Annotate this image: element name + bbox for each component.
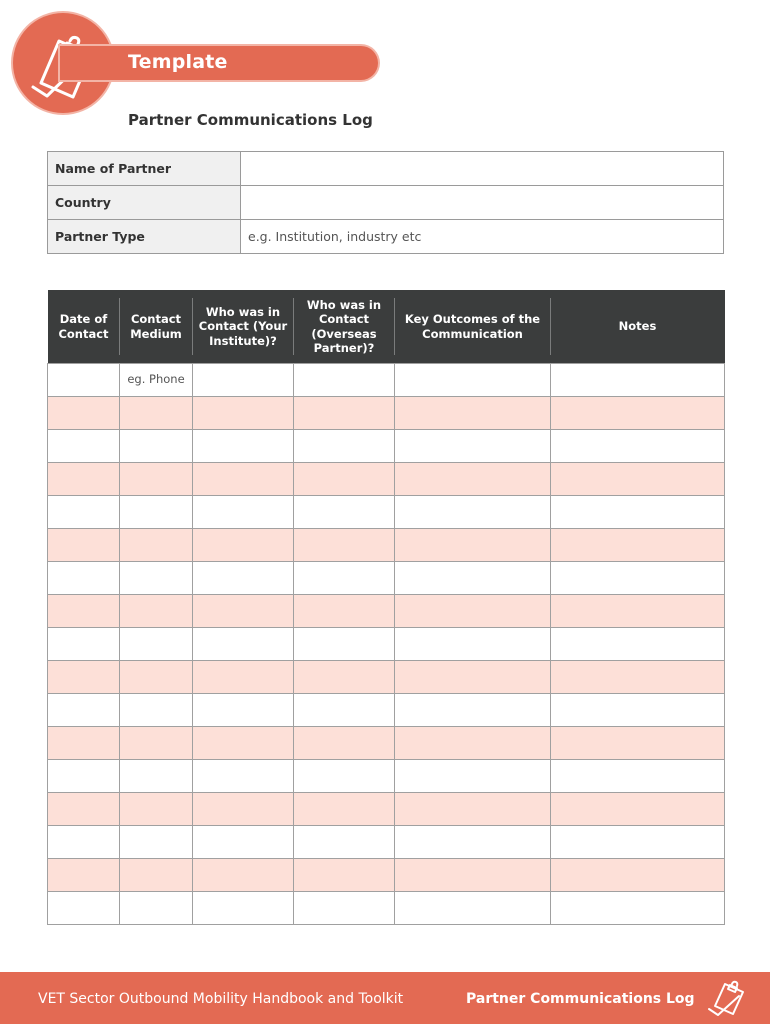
table-row bbox=[48, 529, 725, 562]
table-cell[interactable] bbox=[395, 793, 551, 826]
info-row bbox=[48, 152, 724, 186]
table-cell[interactable] bbox=[294, 364, 395, 397]
table-cell[interactable] bbox=[193, 694, 294, 727]
table-cell[interactable] bbox=[551, 463, 725, 496]
communications-log-table bbox=[47, 290, 725, 925]
table-cell[interactable] bbox=[294, 760, 395, 793]
table-cell[interactable] bbox=[294, 727, 395, 760]
table-row bbox=[48, 859, 725, 892]
table-cell[interactable] bbox=[48, 859, 120, 892]
column-header: Contact Medium bbox=[120, 290, 193, 364]
table-cell[interactable] bbox=[395, 463, 551, 496]
table-cell[interactable] bbox=[48, 694, 120, 727]
table-cell[interactable] bbox=[551, 892, 725, 925]
column-header: Date of Contact bbox=[48, 290, 120, 364]
table-cell[interactable] bbox=[193, 463, 294, 496]
table-cell[interactable] bbox=[120, 529, 193, 562]
table-cell[interactable] bbox=[395, 529, 551, 562]
banner-title: Template bbox=[128, 51, 228, 73]
table-cell[interactable] bbox=[120, 562, 193, 595]
table-row bbox=[48, 397, 725, 430]
table-cell[interactable] bbox=[294, 430, 395, 463]
table-cell[interactable] bbox=[120, 397, 193, 430]
table-cell[interactable] bbox=[48, 727, 120, 760]
table-row bbox=[48, 562, 725, 595]
table-cell[interactable] bbox=[193, 562, 294, 595]
table-row bbox=[48, 364, 725, 397]
table-cell[interactable] bbox=[395, 892, 551, 925]
table-cell[interactable] bbox=[48, 793, 120, 826]
table-cell[interactable] bbox=[48, 628, 120, 661]
table-cell[interactable] bbox=[551, 793, 725, 826]
table-cell[interactable] bbox=[193, 727, 294, 760]
table-cell[interactable] bbox=[120, 859, 193, 892]
table-row bbox=[48, 727, 725, 760]
table-cell[interactable] bbox=[120, 727, 193, 760]
table-cell[interactable] bbox=[395, 430, 551, 463]
table-cell[interactable] bbox=[294, 892, 395, 925]
table-cell[interactable] bbox=[294, 463, 395, 496]
table-cell[interactable] bbox=[551, 496, 725, 529]
table-cell[interactable] bbox=[294, 595, 395, 628]
table-row bbox=[48, 826, 725, 859]
table-cell[interactable] bbox=[120, 595, 193, 628]
table-cell[interactable] bbox=[294, 529, 395, 562]
table-cell[interactable] bbox=[193, 430, 294, 463]
table-cell[interactable] bbox=[120, 496, 193, 529]
table-row bbox=[48, 793, 725, 826]
page-title: Partner Communications Log bbox=[128, 111, 373, 129]
table-row bbox=[48, 496, 725, 529]
table-cell[interactable] bbox=[48, 661, 120, 694]
table-cell[interactable] bbox=[551, 859, 725, 892]
table-cell[interactable] bbox=[395, 397, 551, 430]
table-cell[interactable] bbox=[395, 628, 551, 661]
table-cell[interactable] bbox=[193, 397, 294, 430]
footer-handbook-title: VET Sector Outbound Mobility Handbook and Toolkit bbox=[38, 991, 404, 1007]
table-cell[interactable] bbox=[294, 793, 395, 826]
table-cell[interactable] bbox=[294, 562, 395, 595]
table-cell[interactable] bbox=[551, 430, 725, 463]
table-cell[interactable] bbox=[48, 364, 120, 397]
table-cell[interactable] bbox=[120, 793, 193, 826]
info-row bbox=[48, 186, 724, 220]
table-cell[interactable] bbox=[551, 661, 725, 694]
partner-name-field[interactable] bbox=[241, 152, 724, 186]
table-cell[interactable] bbox=[48, 826, 120, 859]
table-cell[interactable] bbox=[120, 661, 193, 694]
partner-type-field[interactable]: e.g. Institution, industry etc bbox=[241, 220, 724, 254]
table-cell[interactable] bbox=[551, 364, 725, 397]
footer-section-title: Partner Communications Log bbox=[466, 991, 695, 1007]
table-cell[interactable] bbox=[395, 661, 551, 694]
table-cell[interactable] bbox=[120, 760, 193, 793]
table-cell[interactable] bbox=[120, 430, 193, 463]
table-cell[interactable] bbox=[193, 364, 294, 397]
table-cell[interactable] bbox=[294, 859, 395, 892]
table-cell[interactable] bbox=[48, 496, 120, 529]
table-cell[interactable] bbox=[395, 859, 551, 892]
table-cell[interactable] bbox=[120, 463, 193, 496]
table-cell[interactable] bbox=[193, 826, 294, 859]
info-label: Partner Type bbox=[48, 220, 241, 254]
table-cell[interactable] bbox=[48, 430, 120, 463]
table-cell[interactable] bbox=[551, 760, 725, 793]
table-cell[interactable] bbox=[48, 892, 120, 925]
column-header: Who was in Contact (Your Institute)? bbox=[193, 290, 294, 364]
table-cell[interactable] bbox=[395, 562, 551, 595]
table-cell[interactable] bbox=[294, 496, 395, 529]
table-cell[interactable] bbox=[294, 397, 395, 430]
table-cell[interactable] bbox=[294, 826, 395, 859]
table-cell[interactable] bbox=[120, 826, 193, 859]
table-cell[interactable] bbox=[193, 892, 294, 925]
table-cell[interactable] bbox=[551, 397, 725, 430]
table-cell[interactable] bbox=[193, 760, 294, 793]
table-cell[interactable] bbox=[551, 628, 725, 661]
table-cell[interactable] bbox=[395, 364, 551, 397]
table-cell[interactable] bbox=[551, 826, 725, 859]
column-header: Key Outcomes of the Communication bbox=[395, 290, 551, 364]
log-body bbox=[48, 364, 725, 925]
table-cell[interactable] bbox=[395, 760, 551, 793]
table-cell[interactable] bbox=[551, 529, 725, 562]
table-cell[interactable] bbox=[48, 760, 120, 793]
table-row bbox=[48, 430, 725, 463]
table-cell[interactable]: eg. Phone bbox=[120, 364, 193, 397]
table-cell[interactable] bbox=[48, 595, 120, 628]
partner-info-table bbox=[47, 151, 724, 254]
table-cell[interactable] bbox=[48, 397, 120, 430]
table-cell[interactable] bbox=[193, 529, 294, 562]
country-field[interactable] bbox=[241, 186, 724, 220]
table-cell[interactable] bbox=[395, 826, 551, 859]
table-cell[interactable] bbox=[395, 694, 551, 727]
table-cell[interactable] bbox=[294, 661, 395, 694]
table-cell[interactable] bbox=[193, 661, 294, 694]
column-header: Who was in Contact (Overseas Partner)? bbox=[294, 290, 395, 364]
table-cell[interactable] bbox=[193, 496, 294, 529]
table-cell[interactable] bbox=[551, 727, 725, 760]
table-cell[interactable] bbox=[294, 694, 395, 727]
table-cell[interactable] bbox=[551, 595, 725, 628]
info-row bbox=[48, 220, 724, 254]
table-cell[interactable] bbox=[551, 562, 725, 595]
table-cell[interactable] bbox=[193, 859, 294, 892]
table-row bbox=[48, 463, 725, 496]
info-label: Name of Partner bbox=[48, 152, 241, 186]
table-row bbox=[48, 892, 725, 925]
table-cell[interactable] bbox=[551, 694, 725, 727]
table-cell[interactable] bbox=[120, 892, 193, 925]
table-cell[interactable] bbox=[48, 463, 120, 496]
table-cell[interactable] bbox=[395, 496, 551, 529]
table-row bbox=[48, 661, 725, 694]
column-header: Notes bbox=[551, 290, 725, 364]
info-label: Country bbox=[48, 186, 241, 220]
table-cell[interactable] bbox=[120, 694, 193, 727]
table-cell[interactable] bbox=[193, 628, 294, 661]
table-row bbox=[48, 628, 725, 661]
table-cell[interactable] bbox=[48, 529, 120, 562]
table-cell[interactable] bbox=[48, 562, 120, 595]
table-row bbox=[48, 760, 725, 793]
table-row bbox=[48, 694, 725, 727]
table-cell[interactable] bbox=[395, 595, 551, 628]
table-row bbox=[48, 595, 725, 628]
table-cell[interactable] bbox=[294, 628, 395, 661]
table-cell[interactable] bbox=[193, 793, 294, 826]
table-cell[interactable] bbox=[193, 595, 294, 628]
log-header-row bbox=[48, 290, 725, 364]
table-cell[interactable] bbox=[395, 727, 551, 760]
clipboard-icon bbox=[703, 976, 751, 1020]
table-cell[interactable] bbox=[120, 628, 193, 661]
